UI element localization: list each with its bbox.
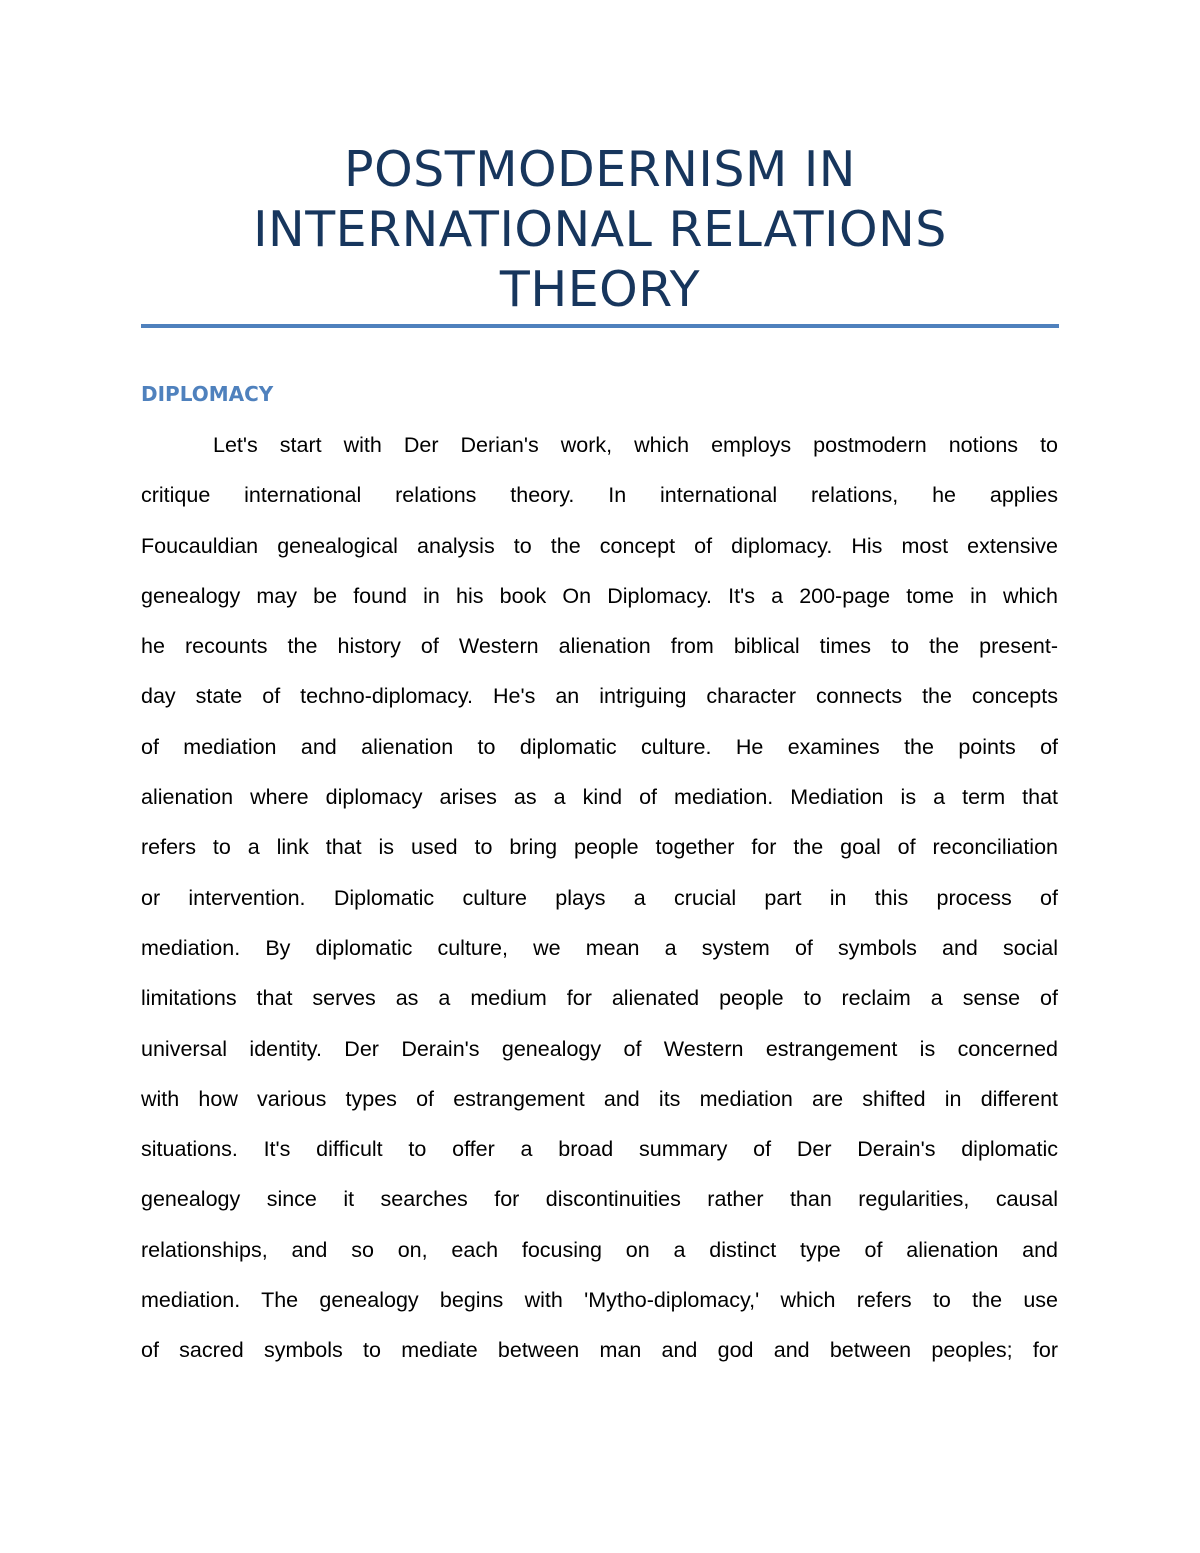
paragraph-line: situations. It's difficult to offer a broad summary of Der Derain's diplomatic: [141, 1137, 1058, 1162]
title-line-3: THEORY: [499, 261, 701, 318]
paragraph-line: limitations that serves as a medium for alienated people to reclaim a sense of: [141, 986, 1058, 1011]
paragraph-line: genealogy since it searches for discontinuities rather than regularities, causal: [141, 1187, 1058, 1212]
document-title: [140, 140, 1060, 320]
paragraph-line: Foucauldian genealogical analysis to the concept of diplomacy. His most extensive: [141, 533, 1058, 558]
paragraph-line: genealogy may be found in his book On Diplomacy. It's a 200-page tome in which: [141, 583, 1058, 608]
paragraph-line: day state of techno-diplomacy. He's an intriguing character connects the concepts: [141, 684, 1058, 709]
title-line-1: POSTMODERNISM IN: [344, 141, 856, 198]
paragraph-line: he recounts the history of Western alienation from biblical times to the present-: [141, 634, 1058, 659]
paragraph-line: mediation. By diplomatic culture, we mean a system of symbols and social: [141, 935, 1058, 960]
title-line-2: INTERNATIONAL RELATIONS: [253, 201, 947, 258]
paragraph-line: of mediation and alienation to diplomatic culture. He examines the points of: [141, 734, 1058, 759]
paragraph-line: refers to a link that is used to bring people together for the goal of reconciliation: [141, 835, 1058, 860]
paragraph-line: universal identity. Der Derain's genealogy of Western estrangement is concerned: [141, 1036, 1058, 1061]
body-paragraph: [141, 420, 1058, 1376]
paragraph-line: relationships, and so on, each focusing on a distinct type of alienation and: [141, 1237, 1058, 1262]
paragraph-line: with how various types of estrangement and its mediation are shifted in different: [141, 1086, 1058, 1111]
paragraph-line: mediation. The genealogy begins with 'Mytho-diplomacy,' which refers to the use: [141, 1288, 1058, 1313]
section-heading: DIPLOMACY: [141, 382, 274, 406]
paragraph-line: alienation where diplomacy arises as a kind of mediation. Mediation is a term that: [141, 785, 1058, 810]
paragraph-line: critique international relations theory. In international relations, he applies: [141, 483, 1058, 508]
title-divider: [141, 324, 1059, 328]
paragraph-line: or intervention. Diplomatic culture plays a crucial part in this process of: [141, 885, 1058, 910]
paragraph-line: of sacred symbols to mediate between man and god and between peoples; for: [141, 1338, 1058, 1363]
paragraph-line: Let's start with Der Derian's work, which employs postmodern notions to: [213, 433, 1058, 457]
